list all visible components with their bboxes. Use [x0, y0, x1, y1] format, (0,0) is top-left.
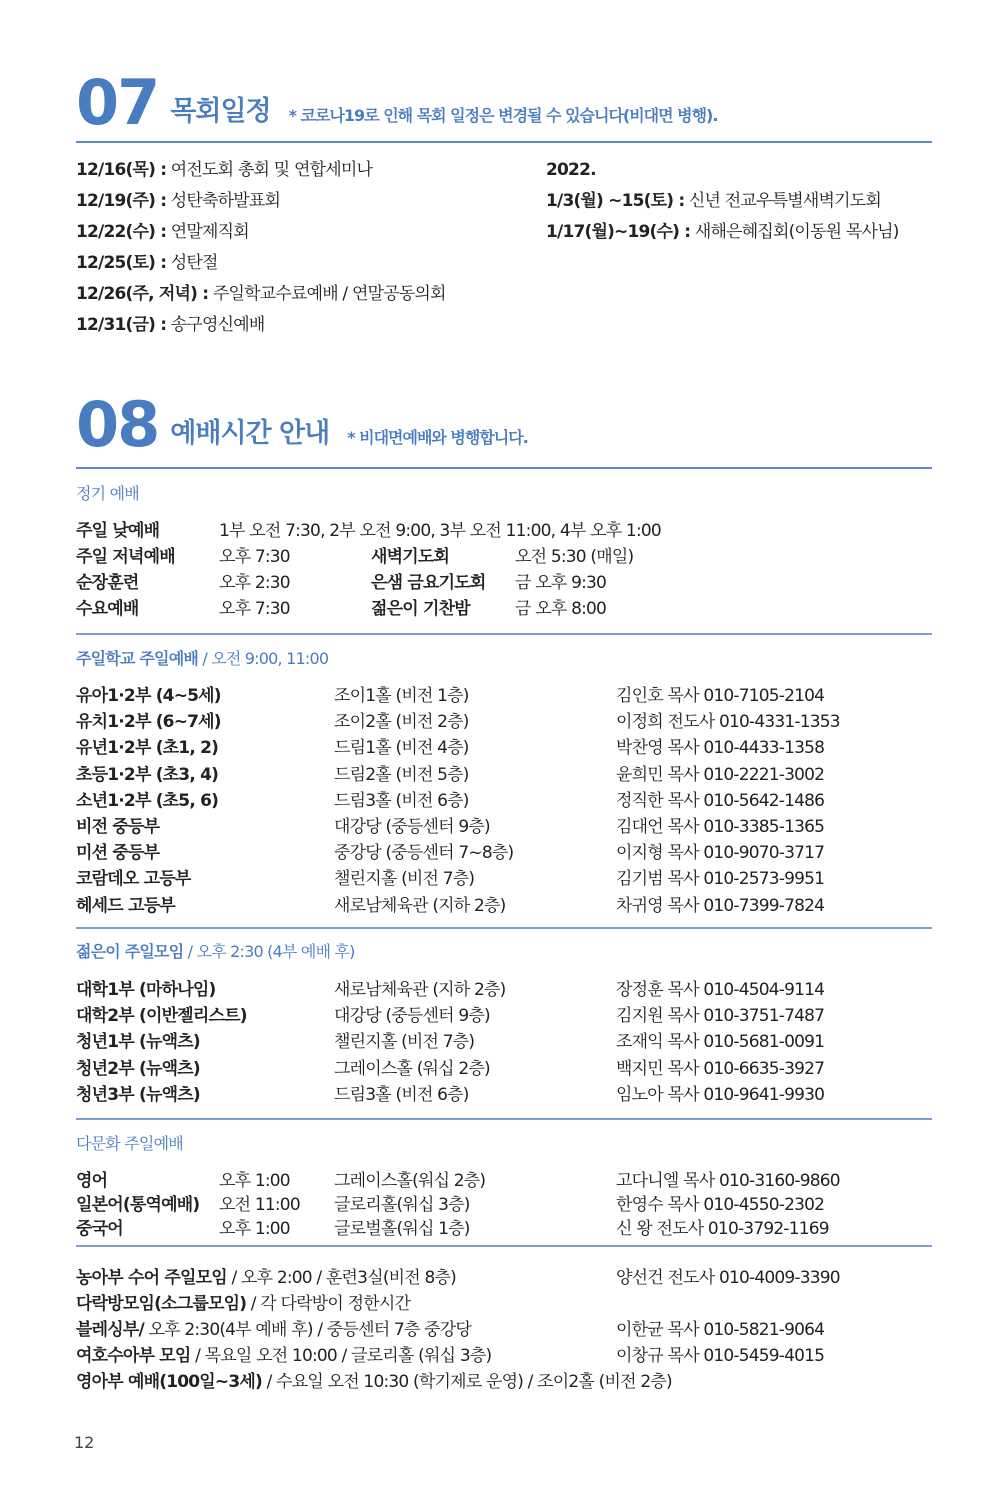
section-title: 예배시간 안내 — [170, 418, 330, 449]
meeting-place: 챌린지홀 (비전 7층) — [334, 1032, 475, 1053]
department-name: 대학1부 (마하나임) — [76, 980, 216, 1000]
schedule-event: 성탄축하발표회 — [166, 191, 281, 211]
service-name: 새벽기도회 — [371, 547, 450, 567]
contact-info: 이지형 목사 010-9070-3717 — [616, 843, 825, 864]
meeting-place: 드림3홀 (비전 6층) — [334, 1084, 469, 1105]
service-row — [76, 568, 946, 594]
meeting-place: 새로남체육관 (지하 2층) — [334, 895, 506, 916]
meeting-name: 영아부 예배(100일~3세) — [76, 1372, 262, 1392]
divider — [76, 927, 932, 929]
page-number: 12 — [74, 1433, 95, 1452]
service-name: 주일 낮예배 — [76, 521, 160, 541]
meeting-place: 그레이스홀(워십 2층) — [334, 1171, 486, 1191]
table-row — [76, 1166, 946, 1192]
department-name: 코람데오 고등부 — [76, 869, 191, 890]
contact-info: 이정희 전도사 010-4331-1353 — [616, 712, 840, 733]
other-meeting-row — [76, 1289, 946, 1315]
other-meeting-row — [76, 1315, 946, 1341]
service-time: 오후 1:00 — [219, 1171, 290, 1191]
service-name: 젊은이 기찬밤 — [371, 599, 470, 619]
service-time: 오후 1:00 — [219, 1219, 290, 1239]
divider — [76, 1118, 932, 1120]
schedule-date: 12/31(금) : — [76, 315, 167, 335]
schedule-item — [546, 193, 881, 210]
young-adults-heading: 젊은이 주일모임 / 오후 2:30 (4부 예배 후) — [76, 942, 355, 961]
contact-info: 장정훈 목사 010-4504-9114 — [616, 980, 825, 1000]
regular-services-heading: 정기 예배 — [76, 484, 139, 503]
table-row — [76, 1214, 946, 1240]
meeting-place: 그레이스홀 (워십 2층) — [334, 1058, 490, 1079]
meeting-detail: / 오후 2:00 / 훈련3실(비전 8층) — [226, 1268, 456, 1288]
schedule-date: 1/17(월)~19(수) : — [546, 222, 691, 242]
department-name: 헤세드 고등부 — [76, 895, 175, 916]
language-name: 영어 — [76, 1171, 108, 1191]
section-note: * 비대면예배와 병행합니다. — [347, 428, 528, 447]
section-07-header — [76, 66, 718, 139]
other-meeting-row — [76, 1341, 946, 1367]
service-time: 오후 7:30 — [219, 599, 290, 619]
contact-info: 윤희민 목사 010-2221-3002 — [616, 764, 825, 785]
meeting-place: 대강당 (중등센터 9층) — [334, 817, 490, 837]
meeting-name: 여호수아부 모임 — [76, 1346, 191, 1366]
schedule-date: 1/3(월) ~15(토) : — [546, 191, 685, 211]
service-time: 오전 11:00 — [219, 1195, 300, 1215]
meeting-place: 챌린지홀 (비전 7층) — [334, 869, 475, 890]
schedule-date: 12/25(토) : — [76, 253, 167, 273]
schedule-event: 신년 전교우특별새벽기도회 — [684, 191, 881, 211]
department-name: 비전 중등부 — [76, 817, 160, 837]
meeting-place: 글로리홀(워십 3층) — [334, 1195, 470, 1215]
table-row — [76, 891, 946, 917]
other-meeting-row — [76, 1367, 946, 1393]
divider — [76, 467, 932, 469]
section-number: 07 — [76, 66, 159, 139]
contact-info: 김기범 목사 010-2573-9951 — [616, 869, 825, 890]
table-row — [76, 1027, 946, 1053]
schedule-date: 12/26(주, 저녁) : — [76, 284, 209, 304]
service-time: 오전 5:30 (매일) — [515, 547, 634, 567]
meeting-detail: / 각 다락방이 정한시간 — [246, 1294, 411, 1314]
meeting-info — [76, 1315, 471, 1340]
language-name: 일본어(통역예배) — [76, 1195, 200, 1215]
meeting-name: 다락방모임(소그룹모임) — [76, 1294, 247, 1314]
section-number: 08 — [76, 388, 159, 461]
schedule-event: 성탄절 — [166, 253, 218, 273]
schedule-item — [76, 224, 249, 241]
table-row — [76, 975, 946, 1001]
meeting-name: 농아부 수어 주일모임 — [76, 1268, 227, 1288]
table-row — [76, 681, 946, 707]
divider — [76, 141, 932, 143]
table-row — [76, 1001, 946, 1027]
department-name: 초등1·2부 (초3, 4) — [76, 764, 219, 785]
table-row — [76, 1190, 946, 1216]
table-row — [76, 786, 946, 812]
department-name: 청년2부 (뉴액츠) — [76, 1058, 200, 1079]
table-row — [76, 1080, 946, 1106]
service-time: 1부 오전 7:30, 2부 오전 9:00, 3부 오전 11:00, 4부 오후 1:00 — [219, 521, 661, 541]
service-time: 금 오후 9:30 — [515, 573, 607, 593]
schedule-event: 주일학교수료예배 / 연말공동의회 — [208, 284, 446, 304]
schedule-item — [546, 224, 899, 241]
schedule-item — [76, 317, 265, 334]
contact-info: 김인호 목사 010-7105-2104 — [616, 686, 825, 706]
schedule-event: 새해은혜집회(이동원 목사님) — [690, 222, 899, 242]
contact-info: 이창규 목사 010-5459-4015 — [616, 1346, 825, 1366]
schedule-event: 연말제직회 — [166, 222, 249, 242]
service-row — [76, 542, 946, 568]
other-meeting-row — [76, 1263, 946, 1289]
table-row — [76, 707, 946, 733]
contact-info: 고다니엘 목사 010-3160-9860 — [616, 1171, 840, 1191]
section-note: * 코로나19로 인해 목회 일정은 변경될 수 있습니다(비대면 병행). — [288, 106, 718, 125]
meeting-detail: / 수요일 오전 10:30 (학기제로 운영) / 조이2홀 (비전 2층) — [261, 1372, 672, 1392]
meeting-place: 드림1홀 (비전 4층) — [334, 738, 469, 759]
language-name: 중국어 — [76, 1219, 123, 1239]
schedule-year: 2022. — [546, 160, 596, 180]
service-name: 은샘 금요기도회 — [371, 573, 486, 593]
schedule-date: 12/16(목) : — [76, 160, 167, 180]
meeting-place: 조이2홀 (비전 2층) — [334, 712, 469, 733]
contact-info: 김지원 목사 010-3751-7487 — [616, 1006, 825, 1027]
contact-info: 신 왕 전도사 010-3792-1169 — [616, 1219, 829, 1239]
table-row — [76, 838, 946, 864]
schedule-event: 여전도회 총회 및 연합세미나 — [166, 160, 373, 180]
meeting-place: 드림2홀 (비전 5층) — [334, 764, 469, 785]
department-name: 유년1·2부 (초1, 2) — [76, 738, 219, 759]
meeting-info — [76, 1289, 410, 1314]
meeting-place: 조이1홀 (비전 1층) — [334, 686, 469, 706]
divider — [76, 633, 932, 635]
contact-info: 이한균 목사 010-5821-9064 — [616, 1320, 825, 1340]
department-name: 미션 중등부 — [76, 843, 160, 864]
department-name: 소년1·2부 (초5, 6) — [76, 790, 219, 811]
department-name: 유치1·2부 (6~7세) — [76, 712, 221, 733]
table-row — [76, 1054, 946, 1080]
service-name: 주일 저녁예배 — [76, 547, 175, 567]
meeting-info — [76, 1367, 672, 1392]
schedule-item — [76, 255, 218, 272]
meeting-place: 새로남체육관 (지하 2층) — [334, 980, 506, 1000]
service-time: 금 오후 8:00 — [515, 599, 607, 619]
meeting-detail: / 목요일 오전 10:00 / 글로리홀 (워십 3층) — [190, 1346, 492, 1366]
schedule-date: 12/19(주) : — [76, 191, 167, 211]
meeting-place: 글로벌홀(워십 1층) — [334, 1219, 470, 1239]
contact-info: 조재익 목사 010-5681-0091 — [616, 1032, 825, 1053]
meeting-info — [76, 1341, 491, 1366]
meeting-detail: 오후 2:30(4부 예배 후) / 중등센터 7층 중강당 — [143, 1320, 472, 1340]
contact-info: 정직한 목사 010-5642-1486 — [616, 790, 825, 811]
service-row — [76, 516, 946, 542]
meeting-place: 드림3홀 (비전 6층) — [334, 790, 469, 811]
contact-info: 임노아 목사 010-9641-9930 — [616, 1084, 825, 1105]
divider — [76, 1245, 932, 1247]
table-row — [76, 812, 946, 838]
schedule-item — [76, 193, 280, 210]
contact-info: 차귀영 목사 010-7399-7824 — [616, 895, 825, 916]
service-row — [76, 594, 946, 620]
service-time: 오후 2:30 — [219, 573, 290, 593]
table-row — [76, 864, 946, 890]
contact-info: 백지민 목사 010-6635-3927 — [616, 1058, 825, 1079]
meeting-place: 대강당 (중등센터 9층) — [334, 1006, 490, 1027]
multicultural-heading: 다문화 주일예배 — [76, 1134, 183, 1153]
schedule-item — [76, 286, 446, 303]
schedule-date: 12/22(수) : — [76, 222, 167, 242]
meeting-name: 블레싱부/ — [76, 1320, 144, 1340]
department-name: 청년3부 (뉴액츠) — [76, 1084, 200, 1105]
service-time: 오후 7:30 — [219, 547, 290, 567]
service-name: 순장훈련 — [76, 573, 139, 593]
contact-info: 박찬영 목사 010-4433-1358 — [616, 738, 825, 759]
department-name: 대학2부 (이반젤리스트) — [76, 1006, 247, 1027]
section-title: 목회일정 — [170, 96, 271, 127]
schedule-event: 송구영신예배 — [166, 315, 265, 335]
service-name: 수요예배 — [76, 599, 139, 619]
contact-info: 양선건 전도사 010-4009-3390 — [616, 1268, 840, 1288]
contact-info: 김대언 목사 010-3385-1365 — [616, 817, 825, 837]
section-08-header — [76, 388, 528, 461]
contact-info: 한영수 목사 010-4550-2302 — [616, 1195, 825, 1215]
table-row — [76, 760, 946, 786]
meeting-place: 중강당 (중등센터 7~8층) — [334, 843, 514, 864]
department-name: 청년1부 (뉴액츠) — [76, 1032, 200, 1053]
sunday-school-heading: 주일학교 주일예배 / 오전 9:00, 11:00 — [76, 649, 329, 668]
schedule-item — [76, 162, 372, 179]
department-name: 유아1·2부 (4~5세) — [76, 686, 221, 706]
table-row — [76, 733, 946, 759]
meeting-info — [76, 1263, 456, 1288]
